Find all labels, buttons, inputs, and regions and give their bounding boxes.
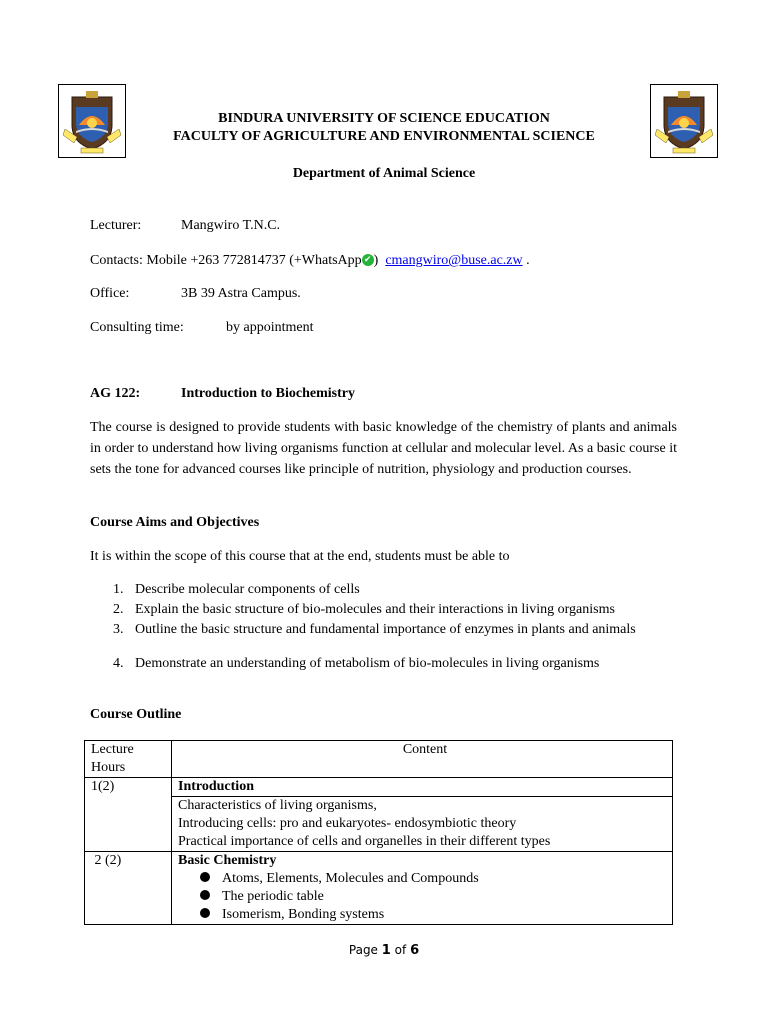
row-hours: 2 (2) bbox=[85, 852, 172, 925]
content-line: Practical importance of cells and organelles in their different types bbox=[178, 834, 551, 849]
objective-number: 2. bbox=[113, 602, 124, 617]
faculty-name: FACULTY OF AGRICULTURE AND ENVIRONMENTAL SCIENCE bbox=[173, 129, 595, 144]
list-item bbox=[178, 906, 672, 924]
page-total: 6 bbox=[410, 943, 420, 958]
table-row bbox=[85, 778, 673, 797]
objective-item bbox=[90, 602, 615, 618]
header-lecture-hours: Lecture Hours bbox=[85, 741, 172, 778]
bullet-text: The periodic table bbox=[222, 889, 324, 904]
aims-heading: Course Aims and Objectives bbox=[90, 515, 260, 530]
objective-number: 3. bbox=[113, 622, 124, 637]
row-topic: Basic Chemistry bbox=[178, 853, 277, 868]
department-name: Department of Animal Science bbox=[292, 166, 476, 181]
course-outline-table bbox=[84, 740, 673, 925]
list-item bbox=[178, 888, 672, 906]
contacts-text: Contacts: Mobile +263 772814737 (+WhatsApp bbox=[90, 253, 362, 268]
outline-heading: Course Outline bbox=[90, 707, 182, 722]
bullet-icon bbox=[200, 908, 210, 918]
objective-text: Demonstrate an understanding of metabolism of bio-molecules in living organisms bbox=[135, 656, 600, 671]
bullet-icon bbox=[200, 890, 210, 900]
header-content: Content bbox=[172, 741, 673, 778]
page-footer bbox=[0, 943, 768, 958]
table-header-row bbox=[85, 741, 673, 778]
list-item bbox=[178, 870, 672, 888]
objective-number: 1. bbox=[113, 582, 124, 597]
course-code: AG 122: bbox=[90, 386, 141, 401]
content-line: Characteristics of living organisms, bbox=[178, 798, 377, 813]
lecturer-name: Mangwiro T.N.C. bbox=[181, 218, 281, 233]
university-name: BINDURA UNIVERSITY OF SCIENCE EDUCATION bbox=[218, 111, 550, 126]
row-hours: 1(2) bbox=[85, 778, 172, 852]
row-content bbox=[172, 797, 673, 852]
objective-text: Outline the basic structure and fundamental importance of enzymes in plants and animals bbox=[135, 622, 636, 637]
row-content bbox=[172, 852, 673, 925]
consulting-label: Consulting time: bbox=[90, 320, 184, 335]
contacts-close: ) bbox=[373, 253, 379, 268]
lecturer-label: Lecturer: bbox=[90, 218, 142, 233]
course-title: Introduction to Biochemistry bbox=[181, 386, 355, 401]
objective-text: Describe molecular components of cells bbox=[135, 582, 360, 597]
consulting-value: by appointment bbox=[226, 320, 314, 335]
row-topic: Introduction bbox=[172, 778, 673, 797]
bullet-text: Atoms, Elements, Molecules and Compounds bbox=[222, 871, 479, 886]
bullet-text: Isomerism, Bonding systems bbox=[222, 907, 385, 922]
page-current: 1 bbox=[381, 943, 391, 958]
table-row bbox=[85, 852, 673, 925]
email-suffix: . bbox=[526, 253, 530, 268]
aims-intro: It is within the scope of this course that at the end, students must be able to bbox=[90, 549, 510, 564]
objective-number: 4. bbox=[113, 656, 124, 671]
objective-item bbox=[90, 582, 360, 598]
whatsapp-check-icon: ✔ bbox=[362, 254, 374, 266]
objective-item bbox=[90, 622, 636, 638]
office-value: 3B 39 Astra Campus. bbox=[181, 286, 301, 301]
course-description: The course is designed to provide students with basic knowledge of the chemistry of plants and animals in order to understand how living organisms function at cellular and molecular level. As a basic course it sets the tone for advanced courses like principle of nutrition, physiology and production courses. bbox=[90, 420, 677, 477]
of-word: of bbox=[394, 943, 407, 957]
office-label: Office: bbox=[90, 286, 130, 301]
contacts-line bbox=[90, 253, 530, 269]
page-word: Page bbox=[348, 943, 378, 957]
objective-item bbox=[90, 656, 599, 672]
table-row bbox=[85, 797, 673, 852]
objective-text: Explain the basic structure of bio-molecules and their interactions in living organisms bbox=[135, 602, 615, 617]
bullet-icon bbox=[200, 872, 210, 882]
email-link[interactable]: cmangwiro@buse.ac.zw bbox=[385, 253, 523, 268]
content-line: Introducing cells: pro and eukaryotes- endosymbiotic theory bbox=[178, 816, 517, 831]
